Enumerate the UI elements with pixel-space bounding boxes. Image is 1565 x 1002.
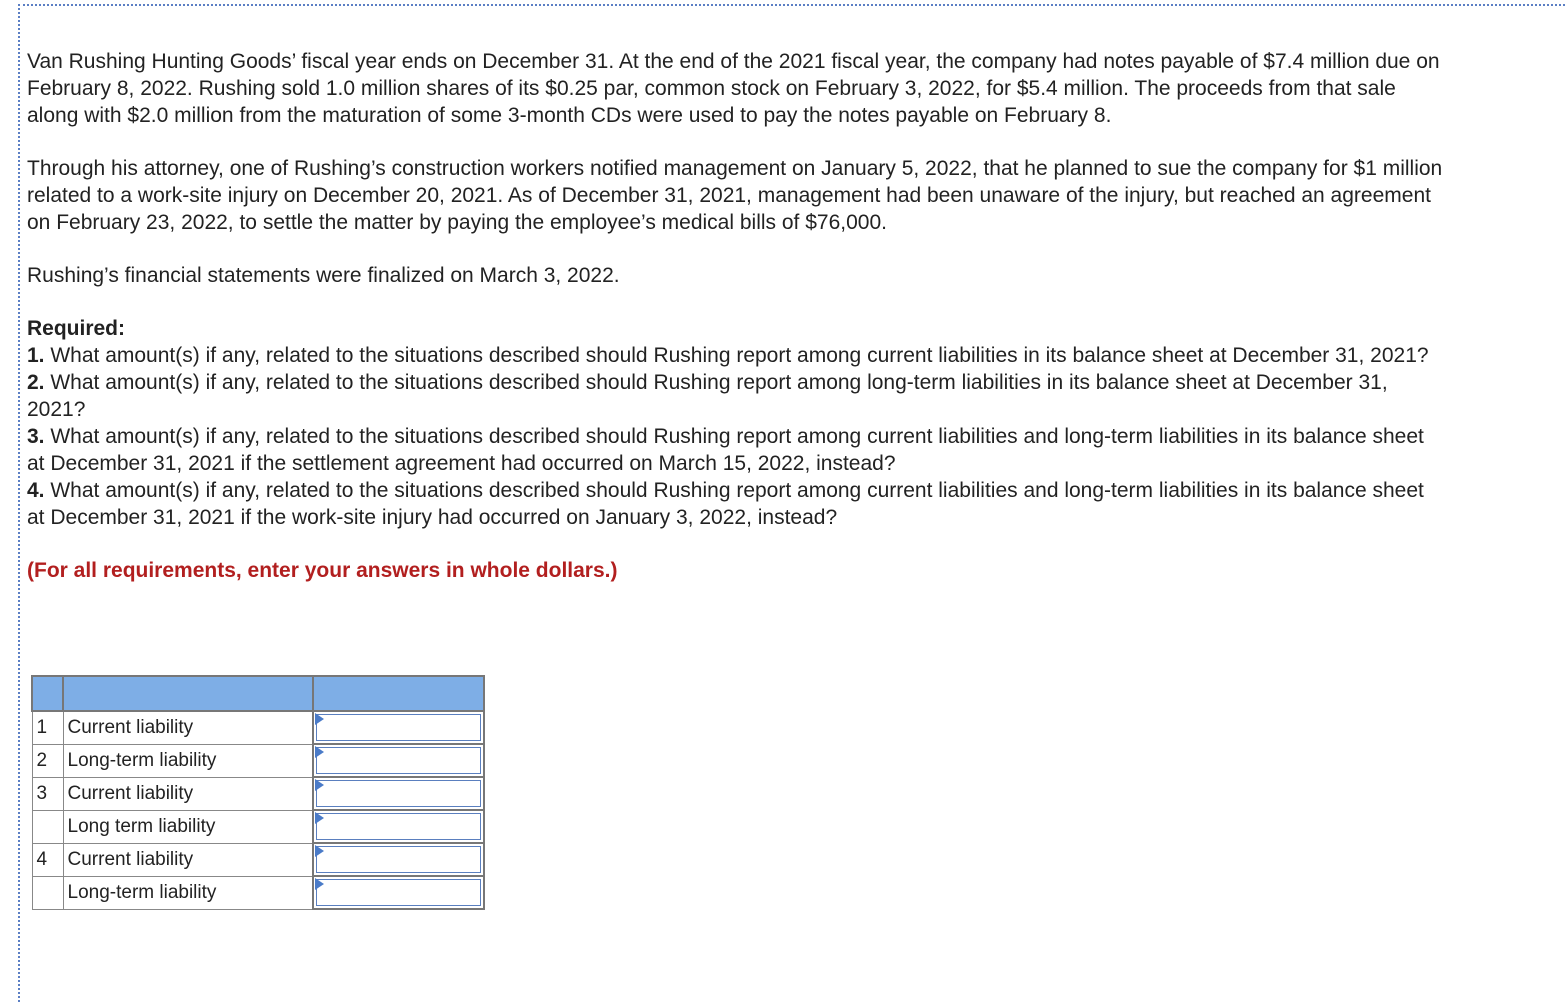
amount-cell	[313, 876, 484, 909]
amount-input-req1-current[interactable]	[316, 714, 481, 741]
problem-paragraph-3: Rushing’s financial statements were finalized on March 3, 2022.	[27, 264, 620, 287]
requirement-4	[27, 477, 1447, 531]
table-row	[32, 843, 484, 876]
amount-cell	[313, 777, 484, 810]
row-label: Current liability	[63, 843, 313, 876]
row-number	[32, 876, 63, 909]
answer-table	[31, 675, 485, 910]
cell-marker-icon	[315, 812, 324, 824]
whole-dollars-note: (For all requirements, enter your answers in whole dollars.)	[27, 559, 618, 582]
requirement-text: What amount(s) if any, related to the situations described should Rushing report among long-term liabilities in its balance sheet at December 31, 2021?	[27, 371, 1388, 421]
header-cell-number	[32, 676, 63, 711]
row-label: Current liability	[63, 711, 313, 744]
requirement-number: 1.	[27, 344, 45, 367]
required-section	[27, 315, 1447, 531]
requirement-1	[27, 342, 1447, 369]
problem-paragraph-1: Van Rushing Hunting Goods’ fiscal year ends on December 31. At the end of the 2021 fiscal year, the company had notes payable of $7.4 million due on February 8, 2022. Rushing sold 1.0 million shares of its $0.25 par, common stock on February 3, 2022, for $5.4 million. The proceeds from that sale along with $2.0 million from the maturation of some 3-month CDs were used to pay the notes payable on February 8.	[27, 50, 1440, 127]
amount-input-req4-longterm[interactable]	[316, 879, 481, 906]
requirement-text: What amount(s) if any, related to the situations described should Rushing report among current liabilities and long-term liabilities in its balance sheet at December 31, 2021 if the settlement agreement had occurred on March 15, 2022, instead?	[27, 425, 1424, 475]
table-row	[32, 744, 484, 777]
amount-input-req4-current[interactable]	[316, 846, 481, 873]
row-label: Long-term liability	[63, 876, 313, 909]
table-row	[32, 711, 484, 744]
header-cell-label	[63, 676, 313, 711]
question-content	[27, 48, 1447, 584]
requirement-number: 4.	[27, 479, 45, 502]
cell-marker-icon	[315, 746, 324, 758]
requirement-number: 3.	[27, 425, 45, 448]
amount-cell	[313, 843, 484, 876]
requirement-text: What amount(s) if any, related to the situations described should Rushing report among current liabilities in its balance sheet at December 31, 2021?	[44, 344, 1429, 367]
row-number: 1	[32, 711, 63, 744]
requirement-number: 2.	[27, 371, 45, 394]
row-label: Long-term liability	[63, 744, 313, 777]
cell-marker-icon	[315, 878, 324, 890]
table-row	[32, 777, 484, 810]
table-row	[32, 876, 484, 909]
row-label: Current liability	[63, 777, 313, 810]
row-number	[32, 810, 63, 843]
row-number: 4	[32, 843, 63, 876]
required-heading: Required:	[27, 317, 126, 340]
amount-input-req3-current[interactable]	[316, 780, 481, 807]
amount-input-req2-longterm[interactable]	[316, 747, 481, 774]
requirement-2	[27, 369, 1447, 423]
row-number: 2	[32, 744, 63, 777]
amount-cell	[313, 810, 484, 843]
answer-table-header	[32, 676, 484, 711]
row-number: 3	[32, 777, 63, 810]
cell-marker-icon	[315, 713, 324, 725]
row-label: Long term liability	[63, 810, 313, 843]
problem-paragraph-2: Through his attorney, one of Rushing’s construction workers notified management on January 5, 2022, that he planned to sue the company for $1 million related to a work-site injury on December 20, 2021. As of December 31, 2021, management had been unaware of the injury, but reached an agreement on February 23, 2022, to settle the matter by paying the employee’s medical bills of $76,000.	[27, 157, 1443, 234]
amount-cell	[313, 744, 484, 777]
requirement-text: What amount(s) if any, related to the situations described should Rushing report among current liabilities and long-term liabilities in its balance sheet at December 31, 2021 if the work-site injury had occurred on January 3, 2022, instead?	[27, 479, 1424, 529]
table-row	[32, 810, 484, 843]
header-cell-amount	[313, 676, 484, 711]
cell-marker-icon	[315, 779, 324, 791]
requirement-3	[27, 423, 1447, 477]
amount-input-req3-longterm[interactable]	[316, 813, 481, 840]
amount-cell	[313, 711, 484, 744]
cell-marker-icon	[315, 845, 324, 857]
